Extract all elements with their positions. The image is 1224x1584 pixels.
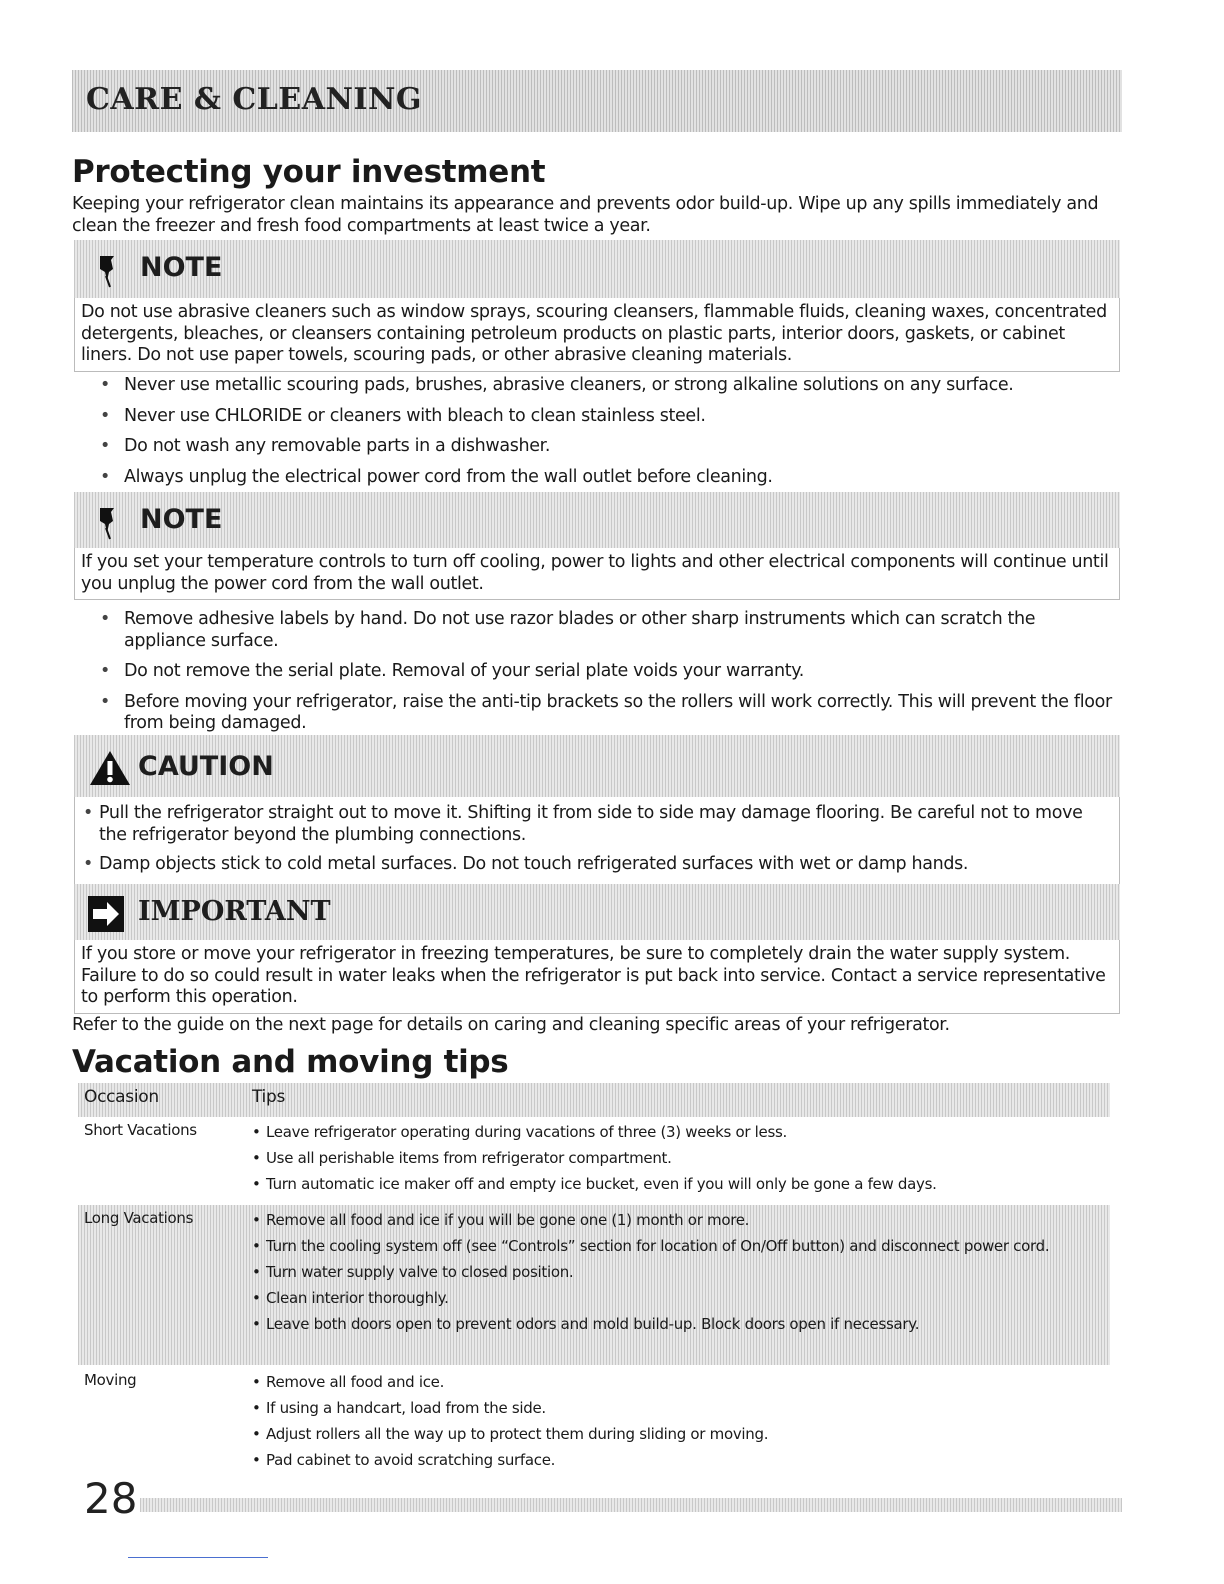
list-item: • Damp objects stick to cold metal surfaces. Do not touch refrigerated surfaces with wet or damp hands. [81,854,1113,876]
section-header-bar [72,70,1122,132]
occasion-cell: Long Vacations [84,1209,194,1227]
pushpin-icon [88,252,128,288]
footer-rule [128,1557,268,1558]
list-item: • Before moving your refrigerator, raise the anti-tip brackets so the rollers will work correctly. This will prevent the floor from being damaged. [72,692,1122,735]
tip-item: • Use all perishable items from refrigerator compartment. [252,1149,1104,1167]
protecting-intro: Keeping your refrigerator clean maintains its appearance and prevents odor build-up. Wipe up any spills immediately and clean the freezer and fresh food compartments at least twice a year. [72,194,1099,236]
pushpin-icon [88,504,128,540]
tip-item: • Turn the cooling system off (see “Controls” section for location of On/Off button) and disconnect power cord. [252,1237,1104,1255]
list-item: • Never use metallic scouring pads, brushes, abrasive cleaners, or strong alkaline solutions on any surface. [72,375,1122,397]
table-row [78,1117,1110,1205]
tip-item: • Turn automatic ice maker off and empty ice bucket, even if you will only be gone a few days. [252,1175,1104,1193]
bullet-list-2 [72,609,1122,744]
tip-item: • Pad cabinet to avoid scratching surface. [252,1451,1104,1469]
header-occasion: Occasion [84,1087,159,1107]
vacation-title: Vacation and moving tips [72,1044,509,1080]
occasion-cell: Moving [84,1371,137,1389]
list-item: • Always unplug the electrical power cord from the wall outlet before cleaning. [72,467,1122,489]
vacation-table [78,1083,1110,1477]
caution-box [74,735,1120,889]
caution-label: CAUTION [138,751,274,782]
bullet-list-1 [72,375,1122,497]
tip-item: • Remove all food and ice if you will be gone one (1) month or more. [252,1211,1104,1229]
note-box-1 [74,240,1120,372]
note-text: Do not use abrasive cleaners such as window sprays, scouring cleansers, flammable fluids, cleaning waxes, concentrated detergents, bleaches, or cleansers containing petroleum products on plastic parts, interior doors, gaskets, or cabinet liners. Do not use paper towels, scouring pads, or other abrasive cleaning materials. [74,298,1120,372]
tip-item: • Turn water supply valve to closed position. [252,1263,1104,1281]
note-text: If you set your temperature controls to turn off cooling, power to lights and other electrical components will continue until you unplug the power cord from the wall outlet. [74,548,1120,600]
list-item: • Remove adhesive labels by hand. Do not use razor blades or other sharp instruments which can scratch the appliance surface. [72,609,1122,652]
warning-icon [88,749,132,787]
tip-item: • If using a handcart, load from the side. [252,1399,1104,1417]
caution-list [81,803,1113,876]
protecting-title: Protecting your investment [72,154,546,190]
important-text: If you store or move your refrigerator in freezing temperatures, be sure to completely drain the water supply system. Failure to do so could result in water leaks when the refrigerator is put back into service. Contact a service representative to perform this operation. [74,940,1120,1014]
table-row [78,1365,1110,1477]
tip-item: • Adjust rollers all the way up to protect them during sliding or moving. [252,1425,1104,1443]
note-label: NOTE [140,504,223,535]
list-item: • Pull the refrigerator straight out to move it. Shifting it from side to side may damage flooring. Be careful not to move the refrigerator beyond the plumbing connections. [81,803,1113,846]
tip-item: • Remove all food and ice. [252,1373,1104,1391]
list-item: • Do not remove the serial plate. Removal of your serial plate voids your warranty. [72,661,1122,683]
occasion-cell: Short Vacations [84,1121,197,1139]
tip-item: • Leave refrigerator operating during vacations of three (3) weeks or less. [252,1123,1104,1141]
important-label: IMPORTANT [138,896,331,927]
tip-item: • Clean interior thoroughly. [252,1289,1104,1307]
table-header-row [78,1083,1110,1117]
important-box [74,884,1120,1014]
refer-text: Refer to the guide on the next page for details on caring and cleaning specific areas of your refrigerator. [72,1015,950,1035]
table-row [78,1205,1110,1365]
note-box-2 [74,492,1120,600]
header-tips: Tips [252,1087,286,1107]
tip-item: • Leave both doors open to prevent odors and mold build-up. Block doors open if necessary. [252,1315,1104,1333]
footer-bar [140,1498,1122,1512]
page-number: 28 [84,1474,138,1523]
list-item: • Never use CHLORIDE or cleaners with bleach to clean stainless steel. [72,406,1122,428]
list-item: • Do not wash any removable parts in a dishwasher. [72,436,1122,458]
section-title: CARE & CLEANING [86,82,423,117]
arrow-right-icon [88,896,124,932]
note-label: NOTE [140,252,223,283]
